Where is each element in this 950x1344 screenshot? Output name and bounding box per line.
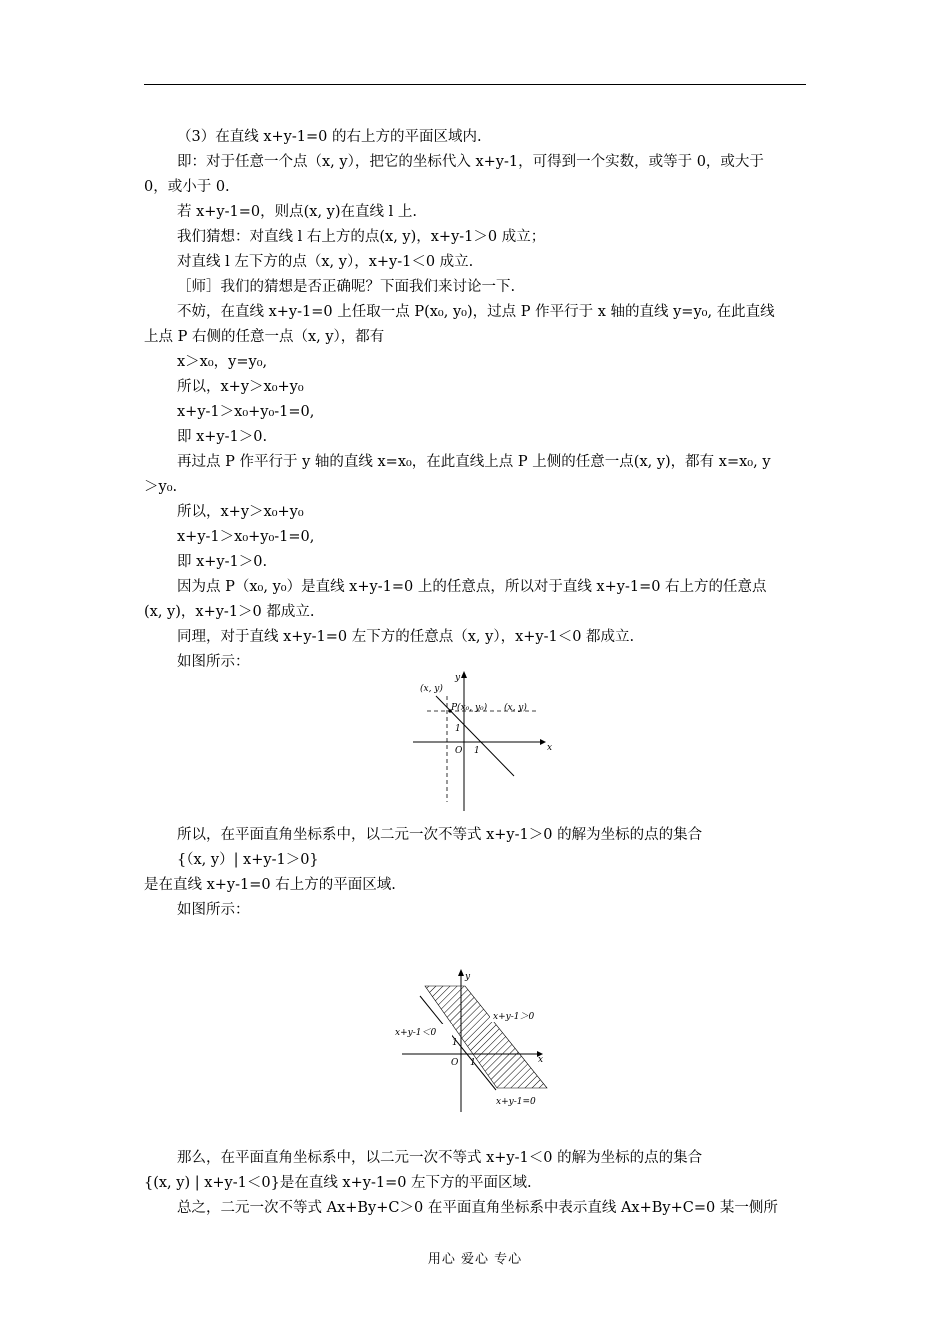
text-line: 总之，二元一次不等式 Ax+By+C＞0 在平面直角坐标系中表示直线 Ax+By+C=0 某一侧所 [177, 1200, 778, 1216]
header-rule [144, 84, 806, 85]
text-line: {（x, y）| x+y-1＞0} [177, 852, 319, 868]
page-footer: 用心 爱心 专心 [427, 1252, 523, 1267]
text-line: 是在直线 x+y-1=0 右上方的平面区域. [144, 877, 396, 893]
y-axis-arrow-icon [458, 969, 464, 976]
text-line: 不妨，在直线 x+y-1=0 上任取一点 P(x₀, y₀)，过点 P 作平行于 x 轴的直线 y=y₀, 在此直线 [177, 304, 775, 320]
text-line: 即 x+y-1＞0. [177, 429, 268, 445]
text-line: x+y-1＞x₀+y₀-1=0, [177, 529, 315, 545]
text-line: {(x, y) | x+y-1＜0}是在直线 x+y-1=0 左下方的平面区域. [144, 1175, 532, 1191]
text-line: 所以，x+y＞x₀+y₀ [177, 504, 304, 520]
text-line: 即：对于任意一个点（x, y），把它的坐标代入 x+y-1，可得到一个实数，或等于 0，或大于 [177, 154, 764, 170]
y-axis-label: y [465, 972, 471, 982]
text-line: 若 x+y-1=0，则点(x, y)在直线 l 上. [177, 204, 417, 220]
text-line: 如图所示： [177, 902, 250, 918]
text-line: 0，或小于 0. [144, 179, 230, 195]
point-left-label: (x, y) [420, 684, 443, 694]
x-axis-label: x [547, 743, 553, 753]
text-line: 如图所示： [177, 654, 250, 670]
y-intercept-label: 1 [452, 1038, 458, 1048]
text-line: 所以，x+y＞x₀+y₀ [177, 379, 304, 395]
y-axis-arrow-icon [461, 671, 467, 678]
text-line: 同理，对于直线 x+y-1=0 左下方的任意点（x, y），x+y-1＜0 都成立. [177, 629, 635, 645]
x-intercept-label: 1 [470, 1058, 476, 1068]
text-line: 上点 P 右侧的任意一点（x, y），都有 [144, 329, 385, 345]
text-line: x+y-1＞x₀+y₀-1=0, [177, 404, 315, 420]
text-line: 因为点 P（x₀, y₀）是直线 x+y-1=0 上的任意点，所以对于直线 x+y-1=0 右上方的任意点 [177, 579, 767, 595]
text-line: ＞y₀. [144, 479, 178, 495]
x-intercept-label: 1 [474, 746, 480, 756]
text-line: 那么，在平面直角坐标系中，以二元一次不等式 x+y-1＜0 的解为坐标的点的集合 [177, 1150, 703, 1166]
text-line: x＞x₀，y=y₀, [177, 354, 268, 370]
point-right-label: (x, y) [504, 703, 527, 713]
text-line: 即 x+y-1＞0. [177, 554, 268, 570]
text-line: ［师］我们的猜想是否正确呢？下面我们来讨论一下. [177, 279, 516, 295]
figure-shaded-region [392, 966, 552, 1116]
point-p-label: P(x₀, y₀) [451, 703, 488, 713]
text-line: 对直线 l 左下方的点（x, y），x+y-1＜0 成立. [177, 254, 474, 270]
x-axis-label: x [538, 1055, 544, 1065]
figure-coordinate-line-p [405, 668, 553, 814]
y-intercept-label: 1 [455, 724, 461, 734]
origin-label: O [451, 1058, 459, 1068]
text-line: （3）在直线 x+y-1=0 的右上方的平面区域内. [177, 129, 482, 145]
region-less-label: x+y-1＜0 [395, 1028, 437, 1038]
text-line: 我们猜想：对直线 l 右上方的点(x, y)，x+y-1＞0 成立； [177, 229, 546, 245]
line-equation-label: x+y-1=0 [496, 1097, 536, 1107]
text-line: (x, y)，x+y-1＞0 都成立. [144, 604, 315, 620]
text-line: 再过点 P 作平行于 y 轴的直线 x=x₀，在此直线上点 P 上侧的任意一点(x, y)，都有 x=x₀, y [177, 454, 771, 470]
origin-label: O [455, 746, 463, 756]
x-axis-arrow-icon [540, 739, 546, 745]
text-line: 所以，在平面直角坐标系中，以二元一次不等式 x+y-1＞0 的解为坐标的点的集合 [177, 827, 703, 843]
region-greater-label: x+y-1＞0 [493, 1012, 535, 1022]
y-axis-label: y [455, 673, 461, 683]
